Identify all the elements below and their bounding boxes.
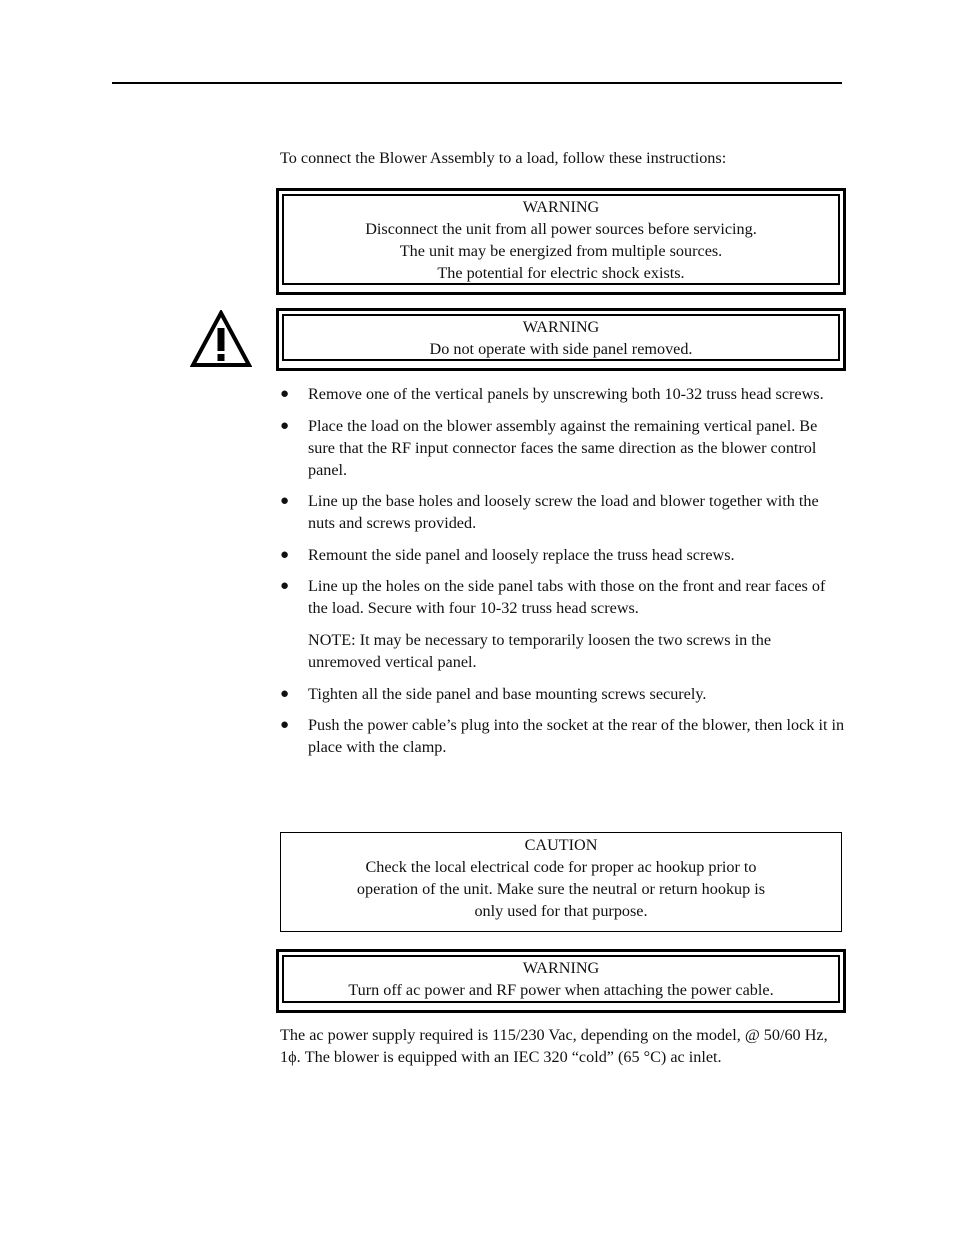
bullet-icon: ● — [280, 546, 290, 563]
list-item-text: Push the power cable’s plug into the socket at the rear of the blower, then lock it in place with the clamp. — [308, 716, 845, 756]
bullet-icon: ● — [280, 386, 290, 402]
list-item-text: Place the load on the blower assembly against the remaining vertical panel. Be sure that the RF input connector faces the same direction as the blower control panel. — [308, 416, 818, 479]
list-item — [280, 683, 845, 705]
warning-box-power — [276, 188, 846, 295]
bullet-icon: ● — [280, 493, 290, 509]
caution-text-line: operation of the unit. Make sure the neutral or return hookup is — [356, 880, 766, 898]
list-item — [280, 415, 845, 481]
intro-paragraph: To connect the Blower Assembly to a load, follow these instructions: — [280, 149, 727, 167]
warning-title: WARNING — [522, 198, 600, 216]
warning-text-line: Turn off ac power and RF power when attaching the power cable. — [348, 981, 774, 999]
list-item — [280, 575, 845, 619]
caution-title: CAUTION — [524, 836, 598, 854]
list-item — [280, 490, 845, 534]
list-item-text: Line up the base holes and loosely screw the load and blower together with the nuts and screws provided. — [308, 492, 819, 532]
list-item-text: Line up the holes on the side panel tabs with those on the front and rear faces of the load. Secure with four 10-32 truss head screws. — [308, 577, 826, 617]
list-item — [280, 544, 845, 566]
warning-text-line: Disconnect the unit from all power sources before servicing. — [365, 220, 757, 238]
list-item-text: Tighten all the side panel and base mounting screws securely. — [308, 684, 707, 703]
caution-box — [280, 832, 842, 932]
list-item — [280, 383, 845, 405]
bullet-icon: ● — [280, 578, 290, 594]
warning-title: WARNING — [522, 959, 600, 977]
warning-box-side-panel — [276, 308, 846, 371]
bullet-icon: ● — [280, 717, 290, 733]
power-requirements-paragraph: The ac power supply required is 115/230 Vac, depending on the model, @ 50/60 Hz, 1ϕ. The blower is equipped with an IEC 320 “cold” (65 °C) ac inlet. — [280, 1026, 828, 1066]
list-item-text: Remove one of the vertical panels by unscrewing both 10-32 truss head screws. — [308, 385, 824, 403]
caution-text-line: only used for that purpose. — [474, 902, 648, 920]
bullet-icon: ● — [280, 685, 290, 702]
bullet-icon: ● — [280, 417, 290, 434]
warning-text-line: The unit may be energized from multiple sources. — [399, 242, 723, 260]
list-item-text: Remount the side panel and loosely replace the truss head screws. — [308, 545, 735, 564]
caution-text-line: Check the local electrical code for proper ac hookup prior to — [365, 858, 757, 876]
warning-title: WARNING — [522, 318, 600, 336]
warning-text-line: Do not operate with side panel removed. — [429, 340, 693, 358]
warning-text-line: The potential for electric shock exists. — [437, 264, 685, 282]
note-paragraph: NOTE: It may be necessary to temporarily loosen the two screws in the unremoved vertical panel. — [308, 630, 772, 671]
instruction-list — [280, 383, 845, 768]
warning-box-power-cable — [276, 949, 846, 1013]
header-rule — [112, 82, 842, 84]
list-item — [280, 714, 845, 758]
warning-triangle-icon — [190, 310, 252, 368]
